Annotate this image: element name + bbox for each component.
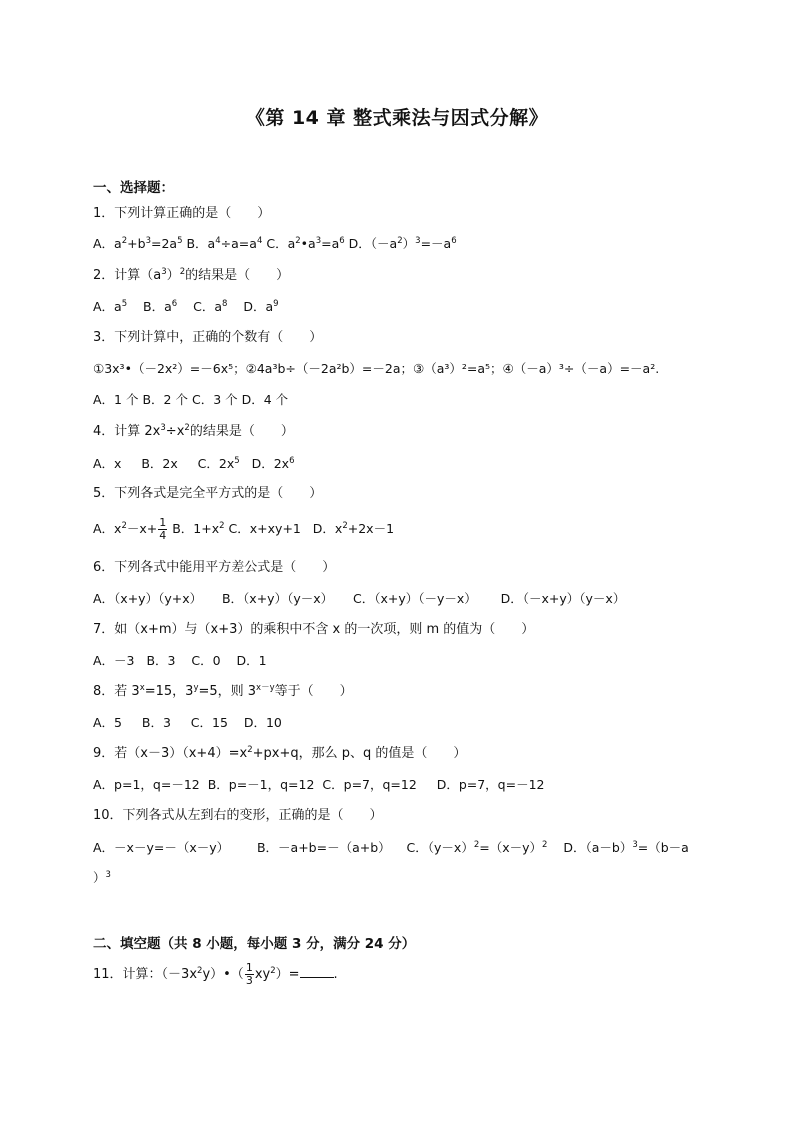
question-5-options xyxy=(93,513,394,545)
fraction-one-third: $\frac{1}{3}$ xyxy=(245,961,253,987)
answer-blank[interactable] xyxy=(300,965,334,978)
question-1-options xyxy=(93,235,457,253)
option-b: B．3 xyxy=(141,715,171,730)
option-d: D．（－x+y）（y－x） xyxy=(500,591,626,606)
option-c: C．0 xyxy=(191,653,221,668)
question-10-options xyxy=(93,839,689,857)
option-a: A．1 个 xyxy=(93,392,139,407)
option-b: B．3 xyxy=(146,653,176,668)
option-b: B．$1+x^2$ xyxy=(172,521,225,536)
option-c: C．3 个 xyxy=(191,392,238,407)
option-b: B．－a+b=－（a+b） xyxy=(256,840,391,855)
option-d: D．1 xyxy=(236,653,267,668)
question-8-options xyxy=(93,714,282,732)
option-d: D．$x^2+2x-1$ xyxy=(312,521,395,536)
option-d: D．$a^9$ xyxy=(243,299,279,314)
option-a: A．（x+y）（y+x） xyxy=(93,591,203,606)
option-d: D．$2x^6$ xyxy=(251,456,295,471)
question-1: 1．下列计算正确的是（ ） xyxy=(93,206,271,221)
option-a: A．5 xyxy=(93,715,123,730)
question-2-options xyxy=(93,298,279,316)
option-a: A．p=1，q=－12 xyxy=(93,777,200,792)
question-2: 2．计算$(a^3)^2$的结果是（ ） xyxy=(93,267,290,283)
question-9-options xyxy=(93,776,545,794)
option-b: B．2x xyxy=(141,456,178,471)
option-c: C．p=7，q=12 xyxy=(322,777,417,792)
fraction-one-quarter: $\frac{1}{4}$ xyxy=(159,516,167,542)
question-3-options xyxy=(93,391,288,409)
section-heading-fill: 二、填空题（共 8 小题，每小题 3 分，满分 24 分） xyxy=(93,936,416,952)
question-10-option-wrap: ）$^3$ xyxy=(93,870,111,885)
option-c: C．x+xy+1 xyxy=(228,521,301,536)
option-d: D．p=7，q=－12 xyxy=(436,777,545,792)
question-7: 7．如（x+m）与（x+3）的乘积中不含 x 的一次项，则 m 的值为（ ） xyxy=(93,622,535,637)
option-b: B．p=－1，q=12 xyxy=(207,777,315,792)
question-4: 4．计算 $2x^3\div x^2$的结果是（ ） xyxy=(93,423,294,439)
section-heading-choice: 一、选择题： xyxy=(93,180,174,196)
page-title: 《第 14 章 整式乘法与因式分解》 xyxy=(245,107,549,129)
option-a: A．x xyxy=(93,456,122,471)
option-a: A．－x－y=－（x－y） xyxy=(93,840,230,855)
option-d: D．4 个 xyxy=(241,392,289,407)
question-5: 5．下列各式是完全平方式的是（ ） xyxy=(93,486,323,501)
question-11: 11．计算：$(-3x^2y)•$（ $\frac{1}{3}$ $xy^2)=$ . xyxy=(93,961,338,987)
option-b: B．$a^6$ xyxy=(143,299,178,314)
option-c: C．$a^2•a^3=a^6$ xyxy=(266,236,345,251)
question-7-options xyxy=(93,652,267,670)
option-c: C．$2x^5$ xyxy=(197,456,240,471)
option-b: B．（x+y）（y－x） xyxy=(221,591,334,606)
option-d: D．10 xyxy=(243,715,282,730)
question-3-items: ①3x³•（－2x²）=－6x⁵；②4a³b÷（－2a²b）=－2a；③（a³）²=a⁵；④（－a）³÷（－a）=－a². xyxy=(93,361,660,376)
option-a: A．$a^5$ xyxy=(93,299,128,314)
option-a: A．$x^2-x+$ $\frac{1}{4}$ xyxy=(93,516,167,542)
question-9: 9．若$(x-3)(x+4)=x^2+px+q$，那么 p、q 的值是（ ） xyxy=(93,745,467,761)
question-6: 6．下列各式中能用平方差公式是（ ） xyxy=(93,560,336,575)
option-c: C．$a^8$ xyxy=(193,299,228,314)
question-4-options xyxy=(93,455,294,473)
question-8: 8．若 $3^x=15$，$3^y=5$，则 $3^{x-y}$等于（ ） xyxy=(93,683,353,699)
option-d: D．$(a-b)^3=(b-a$ xyxy=(563,840,689,855)
option-c: C．15 xyxy=(190,715,228,730)
option-a: A．$a^2+b^3=2a^5$ xyxy=(93,236,183,251)
option-a: A．－3 xyxy=(93,653,135,668)
option-d: D．$(-a^2)^3=-a^6$ xyxy=(348,236,457,251)
option-c: C．$(y-x)^2=(x-y)^2$ xyxy=(406,840,548,855)
option-c: C．（x+y）（－y－x） xyxy=(352,591,477,606)
option-b: B．2 个 xyxy=(142,392,188,407)
question-3: 3．下列计算中，正确的个数有（ ） xyxy=(93,330,323,345)
option-b: B．$a^4\div a=a^4$ xyxy=(186,236,263,251)
question-6-options xyxy=(93,590,625,608)
question-10: 10．下列各式从左到右的变形，正确的是（ ） xyxy=(93,808,383,823)
